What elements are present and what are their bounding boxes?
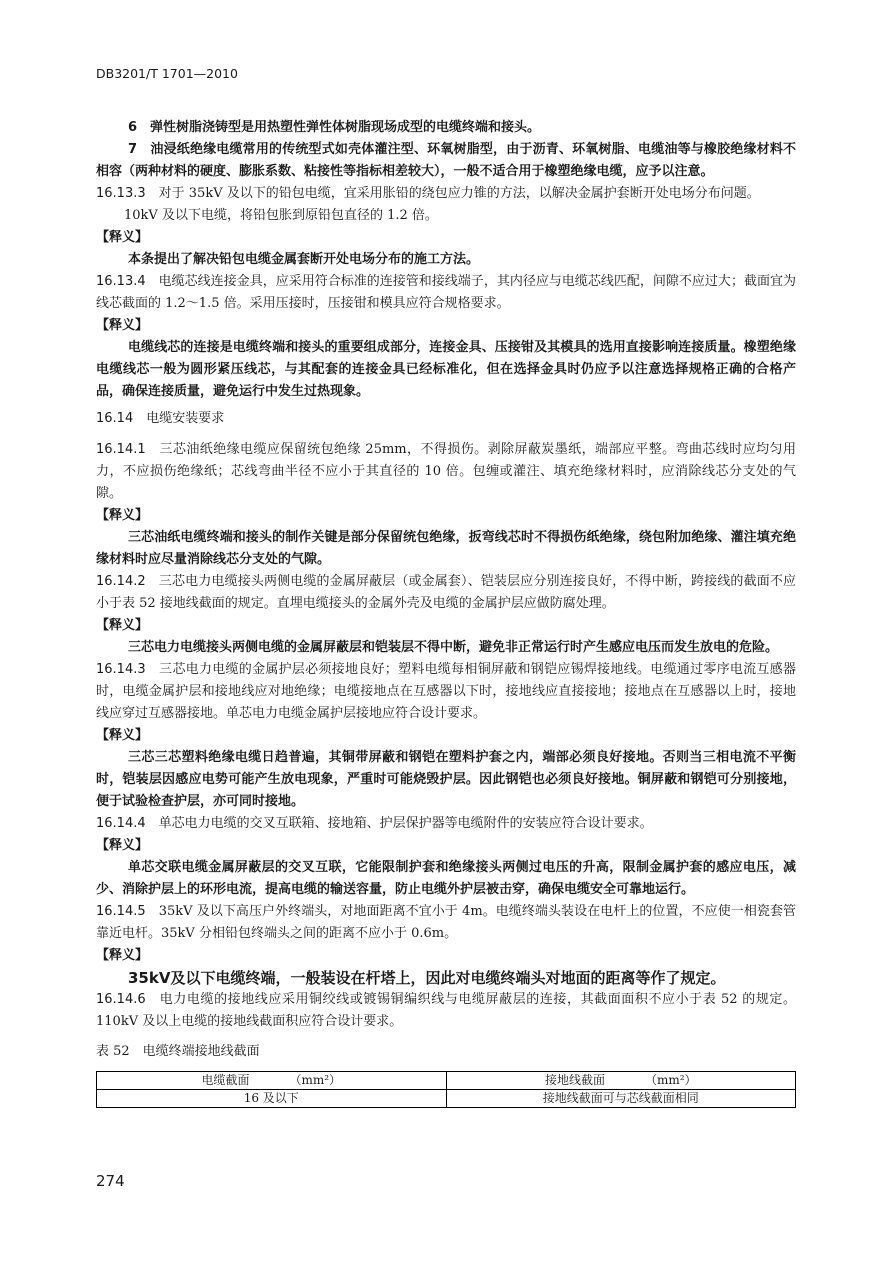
clause-16-14-5: [96, 901, 796, 945]
page-content: [96, 117, 796, 1108]
table-header-cell: 电缆截面 （mm²）: [97, 1072, 447, 1090]
clause-number: 16.14.5: [96, 904, 146, 919]
clause-number: 16.14.6: [96, 992, 146, 1007]
explanation-text: 电缆线芯的连接是电缆终端和接头的重要组成部分，连接金具、压接钳及其模具的选用直接影响连接质量。橡塑绝缘电缆线芯一般为圆形紧压线芯，与其配套的连接金具已经标准化，但在选择金具时仍应予以注意选择规格正确的合格产品，确保连接质量，避免运行中发生过热现象。: [96, 340, 796, 399]
clause-text: 单芯电力电缆的交叉互联箱、接地箱、护层保护器等电缆附件的安装应符合设计要求。: [158, 816, 653, 831]
clause-16-13-4: [96, 271, 796, 315]
clause-text: 电缆芯线连接金具，应采用符合标准的连接管和接线端子，其内径应与电缆芯线匹配，间隙不应过大；截面宜为线芯截面的 1.2～1.5 倍。采用压接时，压接钳和模具应符合规格要求。: [96, 274, 796, 311]
clause-text: 对于 35kV 及以下的铅包电缆，宜采用胀铅的绕包应力锥的方法，以解决金属护套断开处电场分布问题。: [158, 186, 760, 201]
explanation-text: 三芯三芯塑料绝缘电缆日趋普遍，其铜带屏蔽和钢铠在塑料护套之内，端部必须良好接地。否则当三相电流不平衡时，铠装层因感应电势可能产生放电现象，严重时可能烧毁护层。因此钢铠也必须良好接地。铜屏蔽和钢铠可分别接地，便于试验检查护层，亦可同时接地。: [96, 750, 796, 809]
explanation-label: 【释义】: [96, 230, 149, 245]
clause-number: 16.14.3: [96, 662, 146, 677]
clause-text: 三芯电力电缆接头两侧电缆的金属屏蔽层（或金属套）、铠装层应分别连接良好，不得中断，跨接线的截面不应小于表 52 接地线截面的规定。直埋电缆接头的金属外壳及电缆的金属护层应做防腐处理。: [96, 574, 796, 611]
explanation-label: 【释义】: [96, 728, 149, 743]
clause-text: 35kV 及以下高压户外终端头，对地面距离不宜小于 4m。电缆终端头装设在电杆上的位置，不应使一相瓷套管靠近电杆。35kV 分相铅包终端头之间的距离不应小于 0.6m。: [96, 904, 796, 941]
clause-text: 电力电缆的接地线应采用铜绞线或镀锡铜编织线与电缆屏蔽层的连接，其截面面积不应小于表 52 的规定。110kV 及以上电缆的接地线截面积应符合设计要求。: [96, 992, 796, 1029]
explanation-label: 【释义】: [96, 948, 149, 963]
explanation-label: 【释义】: [96, 618, 149, 633]
clause-number: 16.14.4: [96, 816, 146, 831]
clause-16-13-3-continued: 10kV 及以下电缆，将铅包胀到原铅包直径的 1.2 倍。: [124, 208, 438, 223]
clause-16-14-3: [96, 659, 796, 725]
clause-16-14-1: [96, 439, 796, 505]
explanation-text: 三芯油纸电缆终端和接头的制作关键是部分保留统包绝缘，扳弯线芯时不得损伤纸绝缘，绕包附加绝缘、灌注填充绝缘材料时应尽量消除线芯分支处的气隙。: [96, 530, 796, 567]
clause-number: 16.14.1: [96, 442, 146, 457]
table-header-cell: 接地线截面 （mm²）: [446, 1072, 796, 1090]
explanation-text: 本条提出了解决铅包电缆金属套断开处电场分布的施工方法。: [128, 252, 480, 267]
clause-number: 16.14.2: [96, 574, 146, 589]
page-number: 274: [96, 1172, 125, 1190]
item-6: 6 弹性树脂浇铸型是用热塑性弹性体树脂现场成型的电缆终端和接头。: [128, 120, 541, 135]
clause-16-13-3: [96, 183, 796, 205]
explanation-label: 【释义】: [96, 508, 149, 523]
table-header-row: [97, 1072, 796, 1090]
clause-16-14-4: [96, 813, 796, 835]
explanation-text: 单芯交联电缆金属屏蔽层的交叉互联，它能限制护套和绝缘接头两侧过电压的升高，限制金属护套的感应电压，减少、消除护层上的环形电流，提高电缆的输送容量，防止电缆外护层被击穿，确保电缆安全可靠地运行。: [96, 860, 796, 897]
explanation-label: 【释义】: [96, 838, 149, 853]
document-header: DB3201/T 1701—2010: [96, 66, 238, 81]
clause-16-14-6: [96, 989, 796, 1033]
item-7: 7 油浸纸绝缘电缆常用的传统型式如壳体灌注型、环氧树脂型，由于沥青、环氧树脂、电缆油等与橡胶绝缘材料不相容（两种材料的硬度、膨胀系数、粘接性等指标相差较大），一般不适合用于橡塑绝缘电缆，应予以注意。: [96, 142, 796, 179]
grounding-table: [96, 1071, 796, 1108]
section-heading-16-14: 16.14 电缆安装要求: [96, 411, 225, 426]
clause-text: 三芯电力电缆的金属护层必须接地良好；塑料电缆每相铜屏蔽和钢铠应锡焊接地线。电缆通过零序电流互感器时，电缆金属护层和接地线应对地绝缘；电缆接地点在互感器以下时，接地线应直接接地；接地点在互感器以上时，接地线应穿过互感器接地。单芯电力电缆金属护层接地应符合设计要求。: [96, 662, 796, 721]
explanation-text: 三芯电力电缆接头两侧电缆的金属屏蔽层和铠装层不得中断，避免非正常运行时产生感应电压而发生放电的危险。: [128, 640, 779, 655]
table-caption: 表 52 电缆终端接地线截面: [96, 1044, 260, 1059]
table-cell: 接地线截面可与芯线截面相同: [446, 1090, 796, 1108]
table-cell: 16 及以下: [97, 1090, 447, 1108]
explanation-text: 35kV及以下电缆终端，一般装设在杆塔上，因此对电缆终端头对地面的距离等作了规定。: [128, 969, 726, 987]
table-row: [97, 1090, 796, 1108]
clause-text: 三芯油纸绝缘电缆应保留统包绝缘 25mm，不得损伤。剥除屏蔽炭墨纸，端部应平整。弯曲芯线时应均匀用力，不应损伤绝缘纸；芯线弯曲半径不应小于其直径的 10 倍。包缠或灌注、填充绝缘材料时，应消除线芯分支处的气隙。: [96, 442, 796, 501]
clause-number: 16.13.4: [96, 274, 146, 289]
clause-16-14-2: [96, 571, 796, 615]
clause-number: 16.13.3: [96, 186, 146, 201]
explanation-label: 【释义】: [96, 318, 149, 333]
